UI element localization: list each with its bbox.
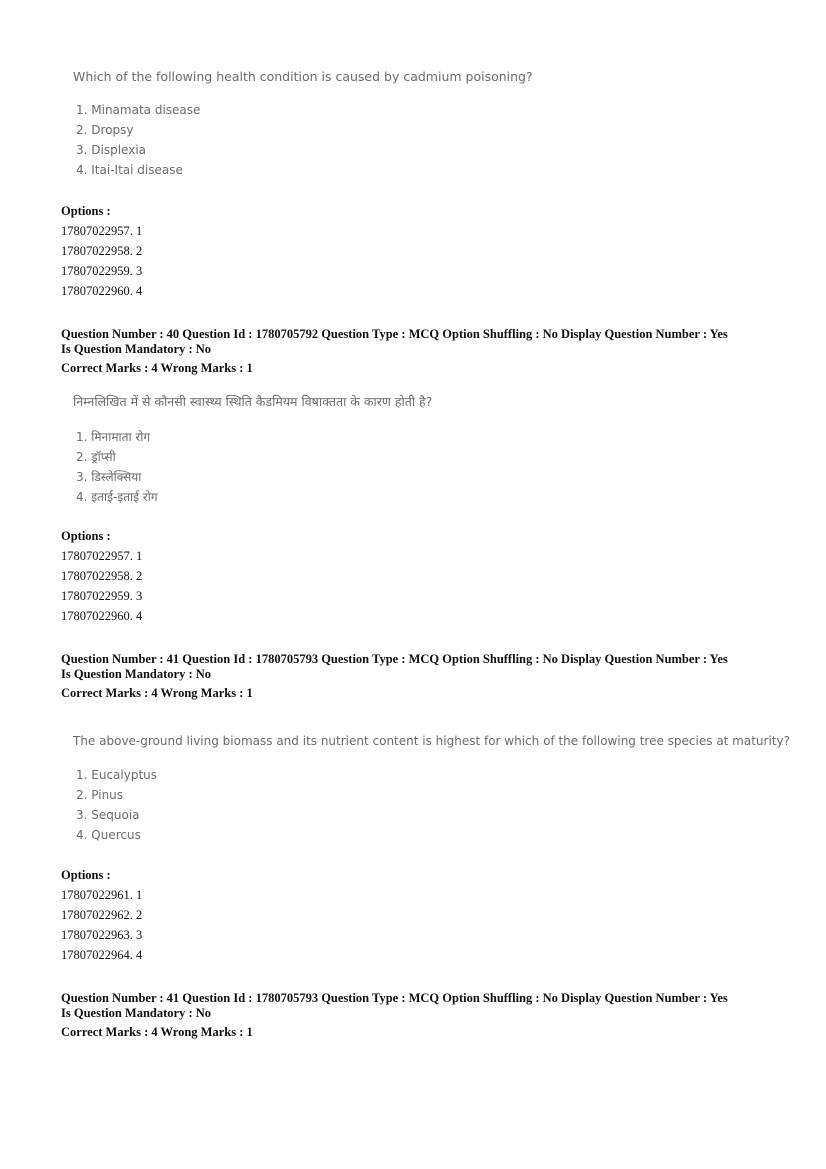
option-id: 17807022957. 1 bbox=[61, 224, 143, 238]
option-id: 17807022959. 3 bbox=[61, 589, 143, 603]
choice-item: 3. Displexia bbox=[76, 143, 147, 157]
choice-item: 3. डिस्लेक्सिया bbox=[76, 470, 142, 484]
question-meta-line: Question Number : 40 Question Id : 1780705792 Question Type : MCQ Option Shuffling : No Display Question Number : Yes bbox=[61, 327, 728, 341]
mandatory-line: Is Question Mandatory : No bbox=[61, 342, 212, 356]
question-text: The above-ground living biomass and its nutrient content is highest for which of the following tree species at maturity? bbox=[73, 734, 790, 748]
option-id: 17807022961. 1 bbox=[61, 888, 143, 902]
choice-item: 1. मिनामाता रोग bbox=[76, 430, 151, 444]
option-id: 17807022958. 2 bbox=[61, 244, 143, 258]
options-label: Options : bbox=[61, 868, 111, 882]
question-text: निम्नलिखित में से कौनसी स्वास्थ्य स्थिति कैडमियम विषाक्तता के कारण होती है? bbox=[73, 394, 433, 409]
choice-item: 1. Eucalyptus bbox=[76, 768, 158, 782]
choice-item: 4. इताई-इताई रोग bbox=[76, 490, 158, 504]
marks-line: Correct Marks : 4 Wrong Marks : 1 bbox=[61, 361, 253, 375]
question-meta-line: Question Number : 41 Question Id : 1780705793 Question Type : MCQ Option Shuffling : No Display Question Number : Yes bbox=[61, 652, 728, 666]
option-id: 17807022962. 2 bbox=[61, 908, 143, 922]
mandatory-line: Is Question Mandatory : No bbox=[61, 1006, 212, 1020]
options-label: Options : bbox=[61, 204, 111, 218]
mandatory-line: Is Question Mandatory : No bbox=[61, 667, 212, 681]
options-label: Options : bbox=[61, 529, 111, 543]
choice-item: 4. Itai-Itai disease bbox=[76, 163, 183, 177]
option-id: 17807022960. 4 bbox=[61, 284, 143, 298]
marks-line: Correct Marks : 4 Wrong Marks : 1 bbox=[61, 686, 253, 700]
question-meta-line: Question Number : 41 Question Id : 1780705793 Question Type : MCQ Option Shuffling : No Display Question Number : Yes bbox=[61, 991, 728, 1005]
question-text: Which of the following health condition is caused by cadmium poisoning? bbox=[73, 69, 533, 84]
option-id: 17807022958. 2 bbox=[61, 569, 143, 583]
option-id: 17807022959. 3 bbox=[61, 264, 143, 278]
marks-line: Correct Marks : 4 Wrong Marks : 1 bbox=[61, 1025, 253, 1039]
choice-item: 2. Dropsy bbox=[76, 123, 134, 137]
option-id: 17807022957. 1 bbox=[61, 549, 143, 563]
option-id: 17807022963. 3 bbox=[61, 928, 143, 942]
choice-item: 4. Quercus bbox=[76, 828, 141, 842]
choice-item: 2. Pinus bbox=[76, 788, 124, 802]
option-id: 17807022960. 4 bbox=[61, 609, 143, 623]
choice-item: 1. Minamata disease bbox=[76, 103, 201, 117]
choice-item: 2. ड्रॉप्सी bbox=[76, 450, 116, 464]
choice-item: 3. Sequoia bbox=[76, 808, 140, 822]
option-id: 17807022964. 4 bbox=[61, 948, 143, 962]
